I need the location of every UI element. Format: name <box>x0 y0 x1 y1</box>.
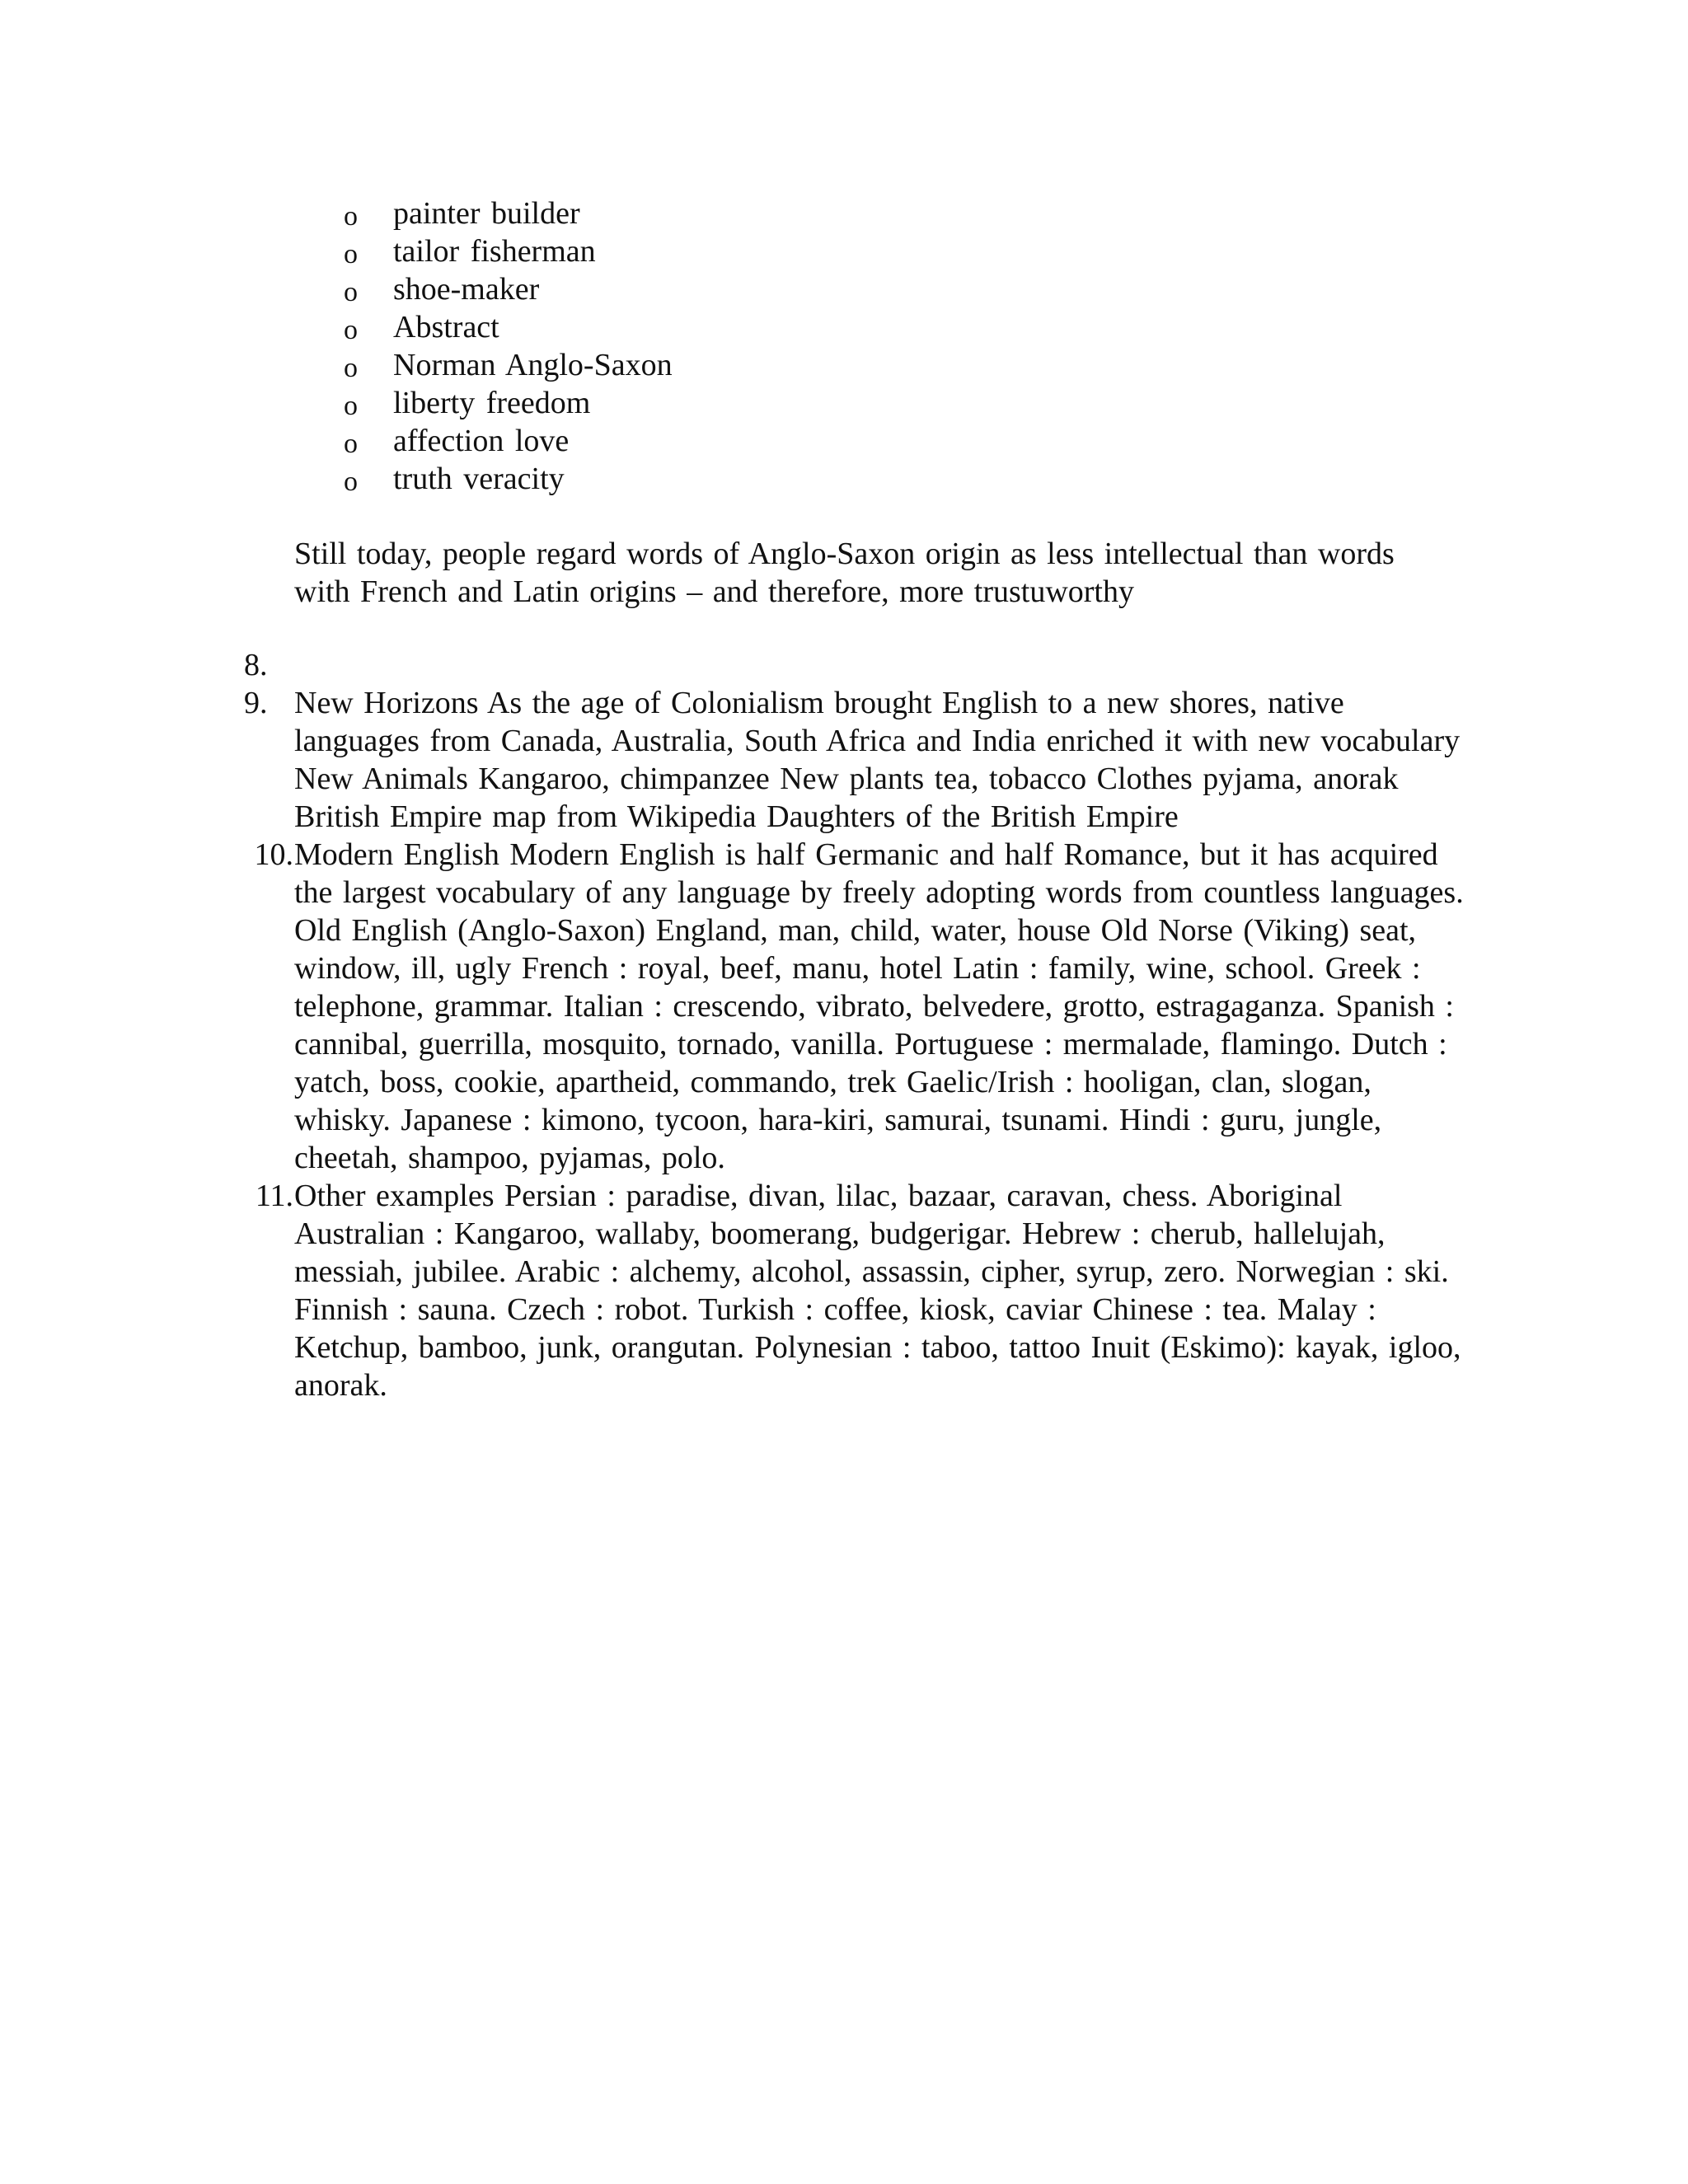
bullet-text: Norman Anglo-Saxon <box>393 348 673 382</box>
bullet-marker: o <box>344 201 358 232</box>
item-number: 9. <box>244 686 268 720</box>
list-item <box>244 836 1464 1177</box>
item-text: Modern English Modern English is half Germanic and half Romance, but it has acquired the largest vocabulary of any language by freely adopting words from countless languages. Old English (Anglo-Saxon) England, man, child, water, house Old Norse (Viking) seat, window, ill, ugly French : royal, beef, manu, hotel Latin : family, wine, school. Greek : telephone, grammar. Italian : crescendo, vibrato, belvedere, grotto, estragaganza. Spanish : cannibal, guerrilla, mosquito, tornado, vanilla. Portuguese : mermalade, flamingo. Dutch : yatch, boss, cookie, apartheid, commando, trek Gaelic/Irish : hooligan, clan, slogan, whisky. Japanese : kimono, tycoon, hara-kiri, samurai, tsunami. Hindi : guru, jungle, cheetah, shampoo, pyjamas, polo. <box>294 837 1464 1175</box>
bullet-text: shoe-maker <box>393 272 540 307</box>
bullet-text: Abstract <box>393 310 499 344</box>
bullet-marker: o <box>344 277 358 307</box>
bullet-text: affection love <box>393 424 570 458</box>
item-number: 10. <box>254 837 293 872</box>
item-text: Other examples Persian : paradise, divan, lilac, bazaar, caravan, chess. Aboriginal Australian : Kangaroo, wallaby, boomerang, budgerigar. Hebrew : cherub, hallelujah, messiah, jubilee. Arabic : alchemy, alcohol, assassin, cipher, syrup, zero. Norwegian : ski. Finnish : sauna. Czech : robot. Turkish : coffee, kiosk, caviar Chinese : tea. Malay : Ketchup, bamboo, junk, orangutan. Polynesian : taboo, tattoo Inuit (Eskimo): kayak, igloo, anorak. <box>294 1179 1461 1403</box>
bullet-text: tailor fisherman <box>393 234 596 269</box>
bullet-text: truth veracity <box>393 462 565 496</box>
body-paragraph: Still today, people regard words of Anglo-Saxon origin as less intellectual than words with French and Latin origins – and therefore, more trustuworthy <box>294 537 1395 609</box>
bullet-marker: o <box>344 239 358 269</box>
numbered-list <box>244 646 1464 1404</box>
bullet-marker: o <box>344 315 358 345</box>
list-item <box>244 1177 1464 1404</box>
bullet-marker: o <box>344 429 358 459</box>
item-text: New Horizons As the age of Colonialism brought English to a new shores, native languages from Canada, Australia, South Africa and India enriched it with new vocabulary New Animals Kangaroo, chimpanzee New plants tea, tobacco Clothes pyjama, anorak British Empire map from Wikipedia Daughters of the British Empire <box>294 686 1461 834</box>
bullet-marker: o <box>344 391 358 421</box>
bullet-text: painter builder <box>393 196 580 231</box>
list-item <box>244 646 1464 684</box>
bullet-marker: o <box>344 466 358 497</box>
bullet-marker: o <box>344 353 358 383</box>
item-number: 8. <box>244 648 268 682</box>
list-item <box>244 684 1464 836</box>
bullet-text: liberty freedom <box>393 386 591 420</box>
item-number: 11. <box>255 1179 293 1213</box>
